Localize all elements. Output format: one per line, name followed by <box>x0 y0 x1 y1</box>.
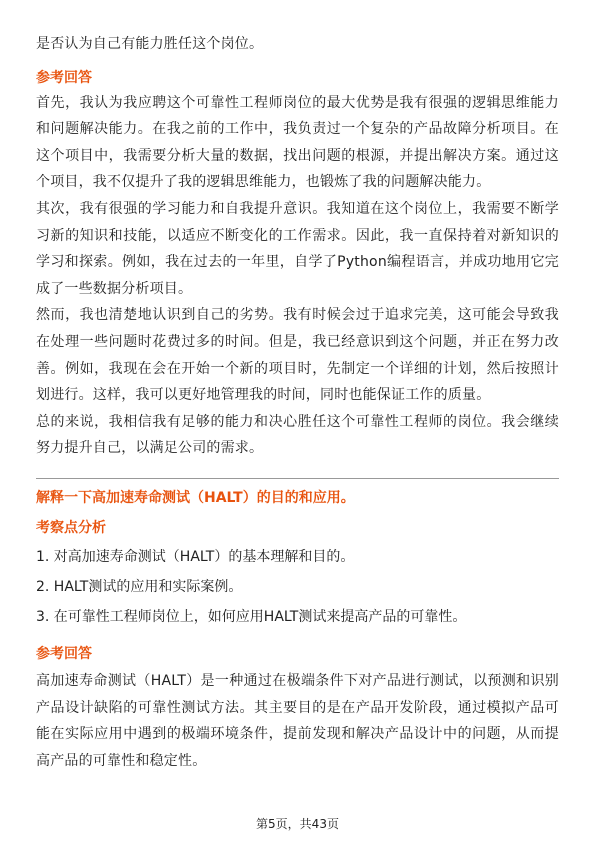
reference-answer-heading: 参考回答 <box>36 69 92 86</box>
analysis-item-2: 2. HALT测试的应用和实际案例。 <box>36 578 243 595</box>
question-title: 解释一下高加速寿命测试（HALT）的目的和应用。 <box>36 489 355 506</box>
document-body <box>36 31 559 774</box>
answer-paragraph-2: 其次，我有很强的学习能力和自我提升意识。我知道在这个岗位上，我需要不断学习新的知识和技能，以适应不断变化的工作需求。因此，我一直保持着对新知识的学习和探索。例如，我在过去的一年里，自学了Python编程语言，并成功地用它完成了一些数据分析项目。 <box>36 200 559 297</box>
analysis-item-3: 3. 在可靠性工程师岗位上，如何应用HALT测试来提高产品的可靠性。 <box>36 608 467 625</box>
answer-paragraph-1: 首先，我认为我应聘这个可靠性工程师岗位的最大优势是我有很强的逻辑思维能力和问题解决能力。在我之前的工作中，我负责过一个复杂的产品故障分析项目。在这个项目中，我需要分析大量的数据，找出问题的根源，并提出解决方案。通过这个项目，我不仅提升了我的逻辑思维能力，也锻炼了我的问题解决能力。 <box>36 94 559 191</box>
analysis-heading: 考察点分析 <box>36 519 106 536</box>
page-number: 第5页，共43页 <box>256 817 339 831</box>
analysis-item-1: 1. 对高加速寿命测试（HALT）的基本理解和目的。 <box>36 548 355 565</box>
halt-answer-paragraph: 高加速寿命测试（HALT）是一种通过在极端条件下对产品进行测试，以预测和识别产品设计缺陷的可靠性测试方法。其主要目的是在产品开发阶段，通过模拟产品可能在实际应用中遇到的极端环境条件，提前发现和解决产品设计中的问题，从而提高产品的可靠性和稳定性。 <box>36 672 559 769</box>
reference-answer-heading-2: 参考回答 <box>36 645 92 662</box>
section-divider <box>36 478 559 479</box>
answer-paragraph-4: 总的来说，我相信我有足够的能力和决心胜任这个可靠性工程师的岗位。我会继续努力提升自己，以满足公司的需求。 <box>36 413 559 457</box>
intro-line: 是否认为自己有能力胜任这个岗位。 <box>36 36 264 52</box>
answer-paragraph-3: 然而，我也清楚地认识到自己的劣势。我有时候会过于追求完美，这可能会导致我在处理一些问题时花费过多的时间。但是，我已经意识到这个问题，并正在努力改善。例如，我现在会在开始一个新的项目时，先制定一个详细的计划，然后按照计划进行。这样，我可以更好地管理我的时间，同时也能保证工作的质量。 <box>36 307 559 404</box>
